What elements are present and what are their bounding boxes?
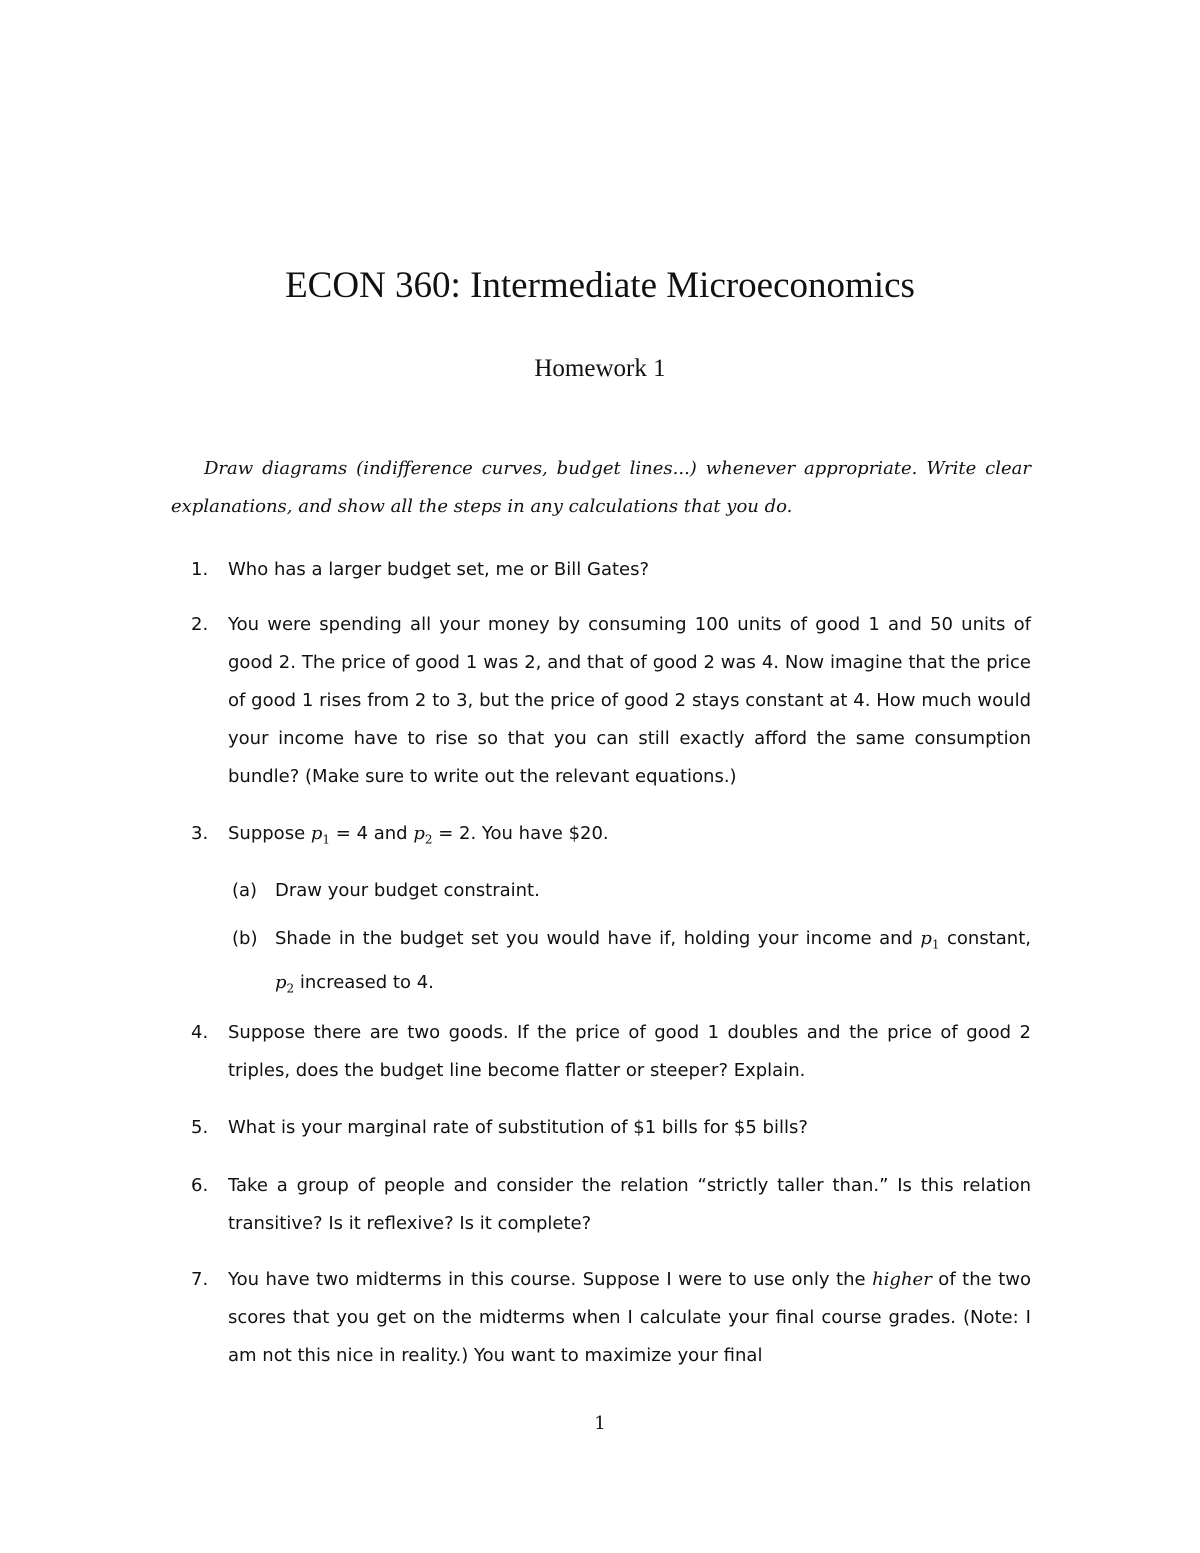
part-text: Draw your budget constraint. (275, 880, 540, 901)
problem-text: Take a group of people and consider the relation “strictly taller than.” Is this relation transitive? Is it reflexive? Is it complete? (228, 1175, 1031, 1234)
problem-3a (228, 872, 1031, 910)
problem-number: 7. (191, 1269, 209, 1290)
problem-text: Suppose there are two goods. If the price of good 1 doubles and the price of good 2 triples, does the budget line become flatter or steeper? Explain. (228, 1022, 1031, 1081)
problem-2 (171, 606, 1031, 796)
problem-number: 1. (191, 559, 209, 580)
page-number: 1 (594, 1413, 606, 1434)
problem-4 (171, 1014, 1031, 1090)
math-p1: $p_1$ (310, 823, 331, 847)
document-title: ECON 360: Intermediate Microeconomics (285, 265, 915, 306)
problem-text: You have two midterms in this course. Suppose I were to use only the higher of the two scores that you get on the midterms when I calculate your final course grades. (Note: I am not this nice in reality.) You want to maximize your final (228, 1269, 1031, 1366)
problem-number: 5. (191, 1117, 209, 1138)
problem-text: Suppose $p_1 = 4$ and $p_2 = 2$. You have $20. (228, 823, 609, 847)
homework-subtitle: Homework 1 (534, 355, 666, 382)
problem-text: Who has a larger budget set, me or Bill Gates? (228, 559, 650, 580)
problem-3b (228, 920, 1031, 1007)
problem-number: 6. (191, 1175, 209, 1196)
math-p2: $p_2$ (413, 823, 433, 847)
problem-number: 2. (191, 614, 209, 635)
emphasis-higher: higher (872, 1269, 932, 1290)
problem-5 (171, 1109, 1031, 1147)
problem-number: 4. (191, 1022, 209, 1043)
instructions-paragraph: Draw diagrams (indifference curves, budget lines...) whenever appropriate. Write clear explanations, and show all the steps in any calculations that you do. (171, 458, 1031, 517)
part-text: Shade in the budget set you would have if, holding your income and $p_1$ constant, $p_2$ increased to 4. (275, 928, 1031, 996)
problem-6 (171, 1167, 1031, 1243)
problem-7 (171, 1261, 1031, 1375)
problem-number: 3. (191, 823, 209, 844)
problem-text: What is your marginal rate of substitution of $1 bills for $5 bills? (228, 1117, 808, 1138)
part-label: (b) (232, 928, 258, 949)
problem-1 (171, 551, 1031, 589)
problem-text: You were spending all your money by consuming 100 units of good 1 and 50 units of good 2. The price of good 1 was 2, and that of good 2 was 4. Now imagine that the price of good 1 rises from 2 to 3, but the price of good 2 stays constant at 4. How much would your income have to rise so that you can still exactly afford the same consumption bundle? (Make sure to write out the relevant equations.) (228, 614, 1031, 787)
part-label: (a) (232, 880, 258, 901)
math-p1: $p_1$ (920, 928, 940, 952)
math-p2: $p_2$ (275, 971, 295, 996)
problem-3 (171, 815, 1031, 859)
